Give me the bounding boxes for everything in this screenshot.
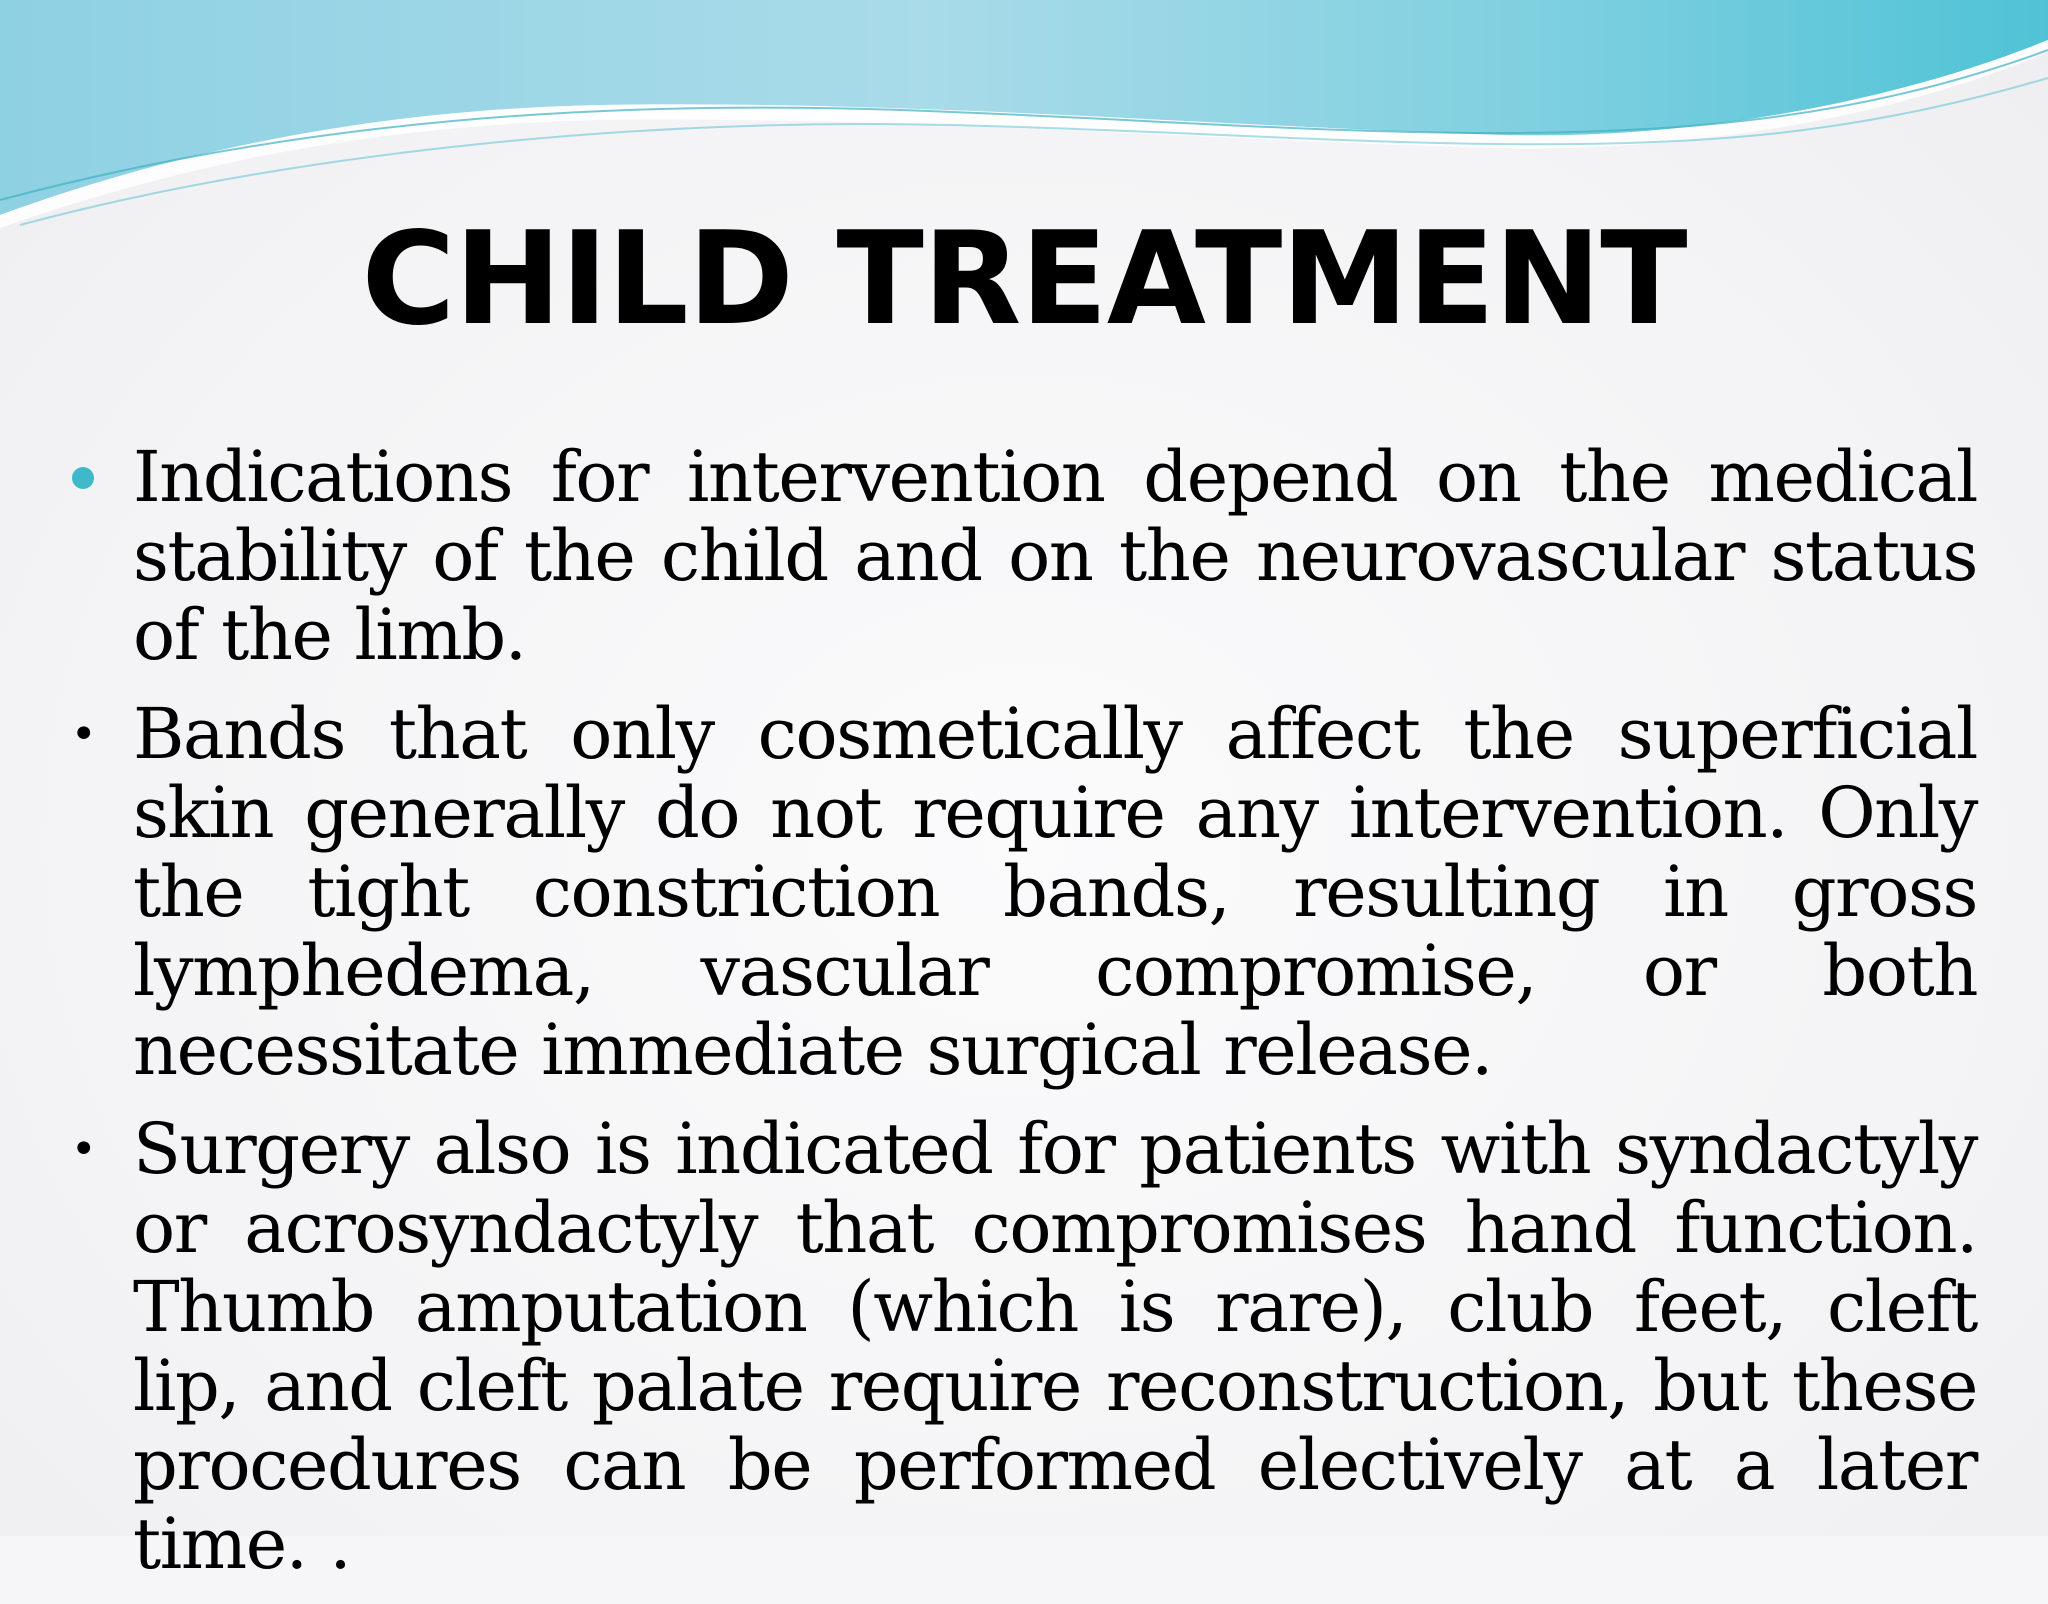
small-bullet-icon [63,695,103,774]
bullet-item [70,1108,1977,1585]
bullet-text: Bands that only cosmetically affect the superficial skin generally do not require any intervention. Only the tight constriction bands, resulting in gross lymphedema, vascular compromise, or both necessitate immediate surgical release. [133,693,1977,1091]
bullet-item [133,438,1977,675]
bullet-marker: • [70,1124,96,1175]
bullet-list [70,436,1977,1604]
bullet-marker: • [70,709,96,760]
bullet-text: Surgery also is indicated for patients with syndactyly or acrosyndactyly that compromises hand function. Thumb amputation (which is rare), club feet, cleft lip, and cleft palate require reconstruction, but these procedures can be performed electively at a later time. . [133,1108,1977,1585]
teal-dot-icon [72,467,94,489]
teal-bullet-icon [63,438,103,517]
slide-title: CHILD TREATMENT [361,205,1687,354]
bullet-item [70,693,1977,1091]
bullet-text: Indications for intervention depend on the medical stability of the child and on the neurovascular status of the limb. [133,436,1977,676]
small-bullet-icon [63,1110,103,1189]
header-wave-decoration [0,0,2048,240]
